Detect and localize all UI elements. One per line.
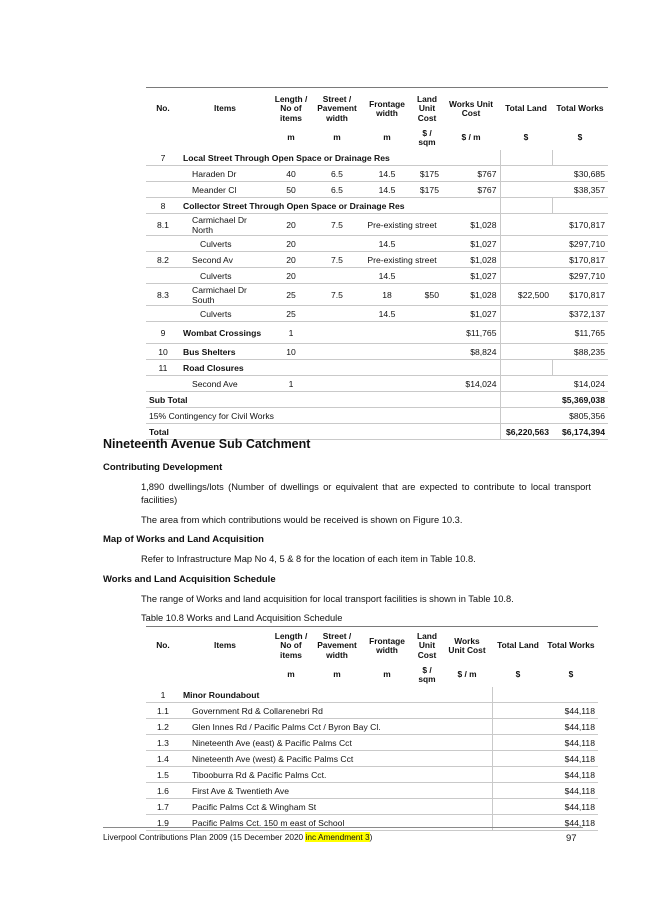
row-unit-cost [412, 236, 442, 252]
row-unit-cost [412, 344, 442, 360]
row-no [146, 182, 180, 198]
page-number: 97 [566, 833, 577, 844]
row-total-works: $44,118 [544, 719, 598, 735]
row-total-land [500, 214, 552, 236]
row-total-works: $44,118 [544, 735, 598, 751]
unit-frontage: m [383, 132, 391, 143]
col2-unit: Land Unit Cost [416, 630, 437, 660]
row-frontage [362, 376, 412, 392]
col2-total-land: Total Land [497, 640, 539, 651]
unit2-length: m [287, 669, 295, 680]
para-area: The area from which contributions would be received is shown on Figure 10.3. [141, 515, 463, 525]
footer-close: ) [369, 832, 373, 842]
table1-row [146, 166, 608, 182]
works-table-2 [146, 629, 598, 831]
row-item: First Ave & Twentieth Ave [180, 783, 492, 799]
row-frontage: 14.5 [362, 236, 412, 252]
row-total-works: $14,024 [552, 376, 608, 392]
footer-rule [103, 827, 583, 828]
row-group-title: Local Street Through Open Space or Drainage Res [180, 150, 500, 166]
row-item: Carmichael Dr South [180, 284, 270, 306]
col-unit: Land Unit Cost [416, 93, 437, 123]
row-unit-cost [412, 322, 442, 344]
row-frontage: 14.5 [362, 268, 412, 284]
unit-land: $ [523, 132, 529, 143]
heading-contributing: Contributing Development [103, 462, 223, 473]
total-label: Total [146, 424, 500, 440]
row-item: Glen Innes Rd / Pacific Palms Cct / Byron Bay Cl. [180, 719, 492, 735]
subtotal-value: $5,369,038 [552, 392, 608, 408]
row-item: Minor Roundabout [180, 687, 492, 703]
row-works-cost: $1,027 [442, 306, 500, 322]
row-works-cost: $1,027 [442, 268, 500, 284]
row-no: 1.3 [146, 735, 180, 751]
row-total-works: $170,817 [552, 284, 608, 306]
col-frontage: Frontage width [369, 98, 405, 118]
row-no: 9 [146, 322, 180, 344]
unit2-unit: $ / sqm [418, 664, 436, 684]
row-works-cost: $1,028 [442, 252, 500, 268]
row-street: 7.5 [312, 252, 362, 268]
row-frontage: Pre-existing street [362, 214, 442, 236]
col2-street: Street / Pavement width [317, 630, 357, 660]
row-item: Nineteenth Ave (east) & Pacific Palms Cct [180, 735, 492, 751]
row-no [146, 268, 180, 284]
row-no: 1.7 [146, 799, 180, 815]
row-total-land [500, 376, 552, 392]
row-length: 10 [270, 344, 312, 360]
row-works-cost: $11,765 [442, 322, 500, 344]
row-total-land [500, 268, 552, 284]
heading-schedule: Works and Land Acquisition Schedule [103, 574, 276, 585]
col-no: No. [156, 103, 170, 114]
unit-street: m [333, 132, 341, 143]
col2-no: No. [156, 640, 170, 651]
unit-length: m [287, 132, 295, 143]
row-total-land [500, 344, 552, 360]
row-item: Government Rd & Collarenebri Rd [180, 703, 492, 719]
row-works-cost: $1,028 [442, 284, 500, 306]
row-item: Pacific Palms Cct. 150 m east of School [180, 815, 492, 831]
table2-top-rule [146, 626, 598, 627]
table1-row [146, 252, 608, 268]
row-length: 50 [270, 182, 312, 198]
unit-unit: $ / sqm [418, 127, 436, 147]
table1-row [146, 306, 608, 322]
row-no [146, 236, 180, 252]
row-total-land [492, 783, 544, 799]
row-length: 20 [270, 252, 312, 268]
row-item: Culverts [180, 306, 270, 322]
row-no: 1.4 [146, 751, 180, 767]
row-no [146, 376, 180, 392]
footer-text [103, 832, 372, 842]
para-map: Refer to Infrastructure Map No 4, 5 & 8 for the location of each item in Table 10.8. [141, 554, 476, 564]
col-items: Items [214, 103, 236, 114]
row-total-works: $44,118 [544, 815, 598, 831]
table1-row [146, 360, 608, 376]
row-works-cost: $767 [442, 182, 500, 198]
unit2-total: $ [568, 669, 574, 680]
row-street: 6.5 [312, 182, 362, 198]
footer-amendment: inc Amendment 3 [305, 832, 370, 842]
row-item: Culverts [180, 236, 270, 252]
row-no: 1.6 [146, 783, 180, 799]
row-length: 25 [270, 306, 312, 322]
table1-row [146, 268, 608, 284]
footer-plan: Liverpool Contributions Plan 2009 (15 December 2020 [103, 832, 306, 842]
para-schedule: The range of Works and land acquisition for local transport facilities is shown in Table 10.8. [141, 594, 514, 604]
row-no: 1.2 [146, 719, 180, 735]
row-no: 8 [146, 198, 180, 214]
row-total-land [500, 252, 552, 268]
row-total-works: $297,710 [552, 268, 608, 284]
row-total-land [500, 322, 552, 344]
row-total-works: $30,685 [552, 166, 608, 182]
row-length: 20 [270, 236, 312, 252]
table1-row [146, 376, 608, 392]
col-length: Length / No of items [274, 93, 308, 123]
row-no: 11 [146, 360, 180, 376]
row-item: Carmichael Dr North [180, 214, 270, 236]
row-no: 8.3 [146, 284, 180, 306]
row-no: 1.1 [146, 703, 180, 719]
heading-map: Map of Works and Land Acquisition [103, 534, 264, 545]
row-total-works: $372,137 [552, 306, 608, 322]
row-total-land: $22,500 [500, 284, 552, 306]
unit-total: $ [577, 132, 583, 143]
row-total-land [492, 735, 544, 751]
row-no: 1 [146, 687, 180, 703]
row-street [312, 376, 362, 392]
row-item: Tibooburra Rd & Pacific Palms Cct. [180, 767, 492, 783]
row-frontage: 14.5 [362, 166, 412, 182]
col2-items: Items [214, 640, 236, 651]
row-total-works: $297,710 [552, 236, 608, 252]
row-no [146, 306, 180, 322]
table1-row [146, 214, 608, 236]
row-works-cost: $14,024 [442, 376, 500, 392]
row-unit-cost [412, 306, 442, 322]
row-total-land [500, 166, 552, 182]
row-item: Wombat Crossings [180, 322, 270, 344]
row-no: 7 [146, 150, 180, 166]
row-street: 7.5 [312, 284, 362, 306]
table2-row [146, 687, 598, 703]
row-frontage [362, 322, 412, 344]
row-total-land [492, 687, 544, 703]
col-works-unit: Works Unit Cost [448, 98, 494, 118]
row-length: 20 [270, 214, 312, 236]
row-works-cost: $1,027 [442, 236, 500, 252]
row-item: Second Ave [180, 376, 270, 392]
table2-row [146, 719, 598, 735]
row-frontage: 14.5 [362, 182, 412, 198]
row-unit-cost: $175 [412, 182, 442, 198]
row-item: Second Av [180, 252, 270, 268]
col2-works-unit: Works Unit Cost [448, 635, 486, 655]
row-total-land [492, 719, 544, 735]
row-total-works: $44,118 [544, 783, 598, 799]
subtotal-label: Sub Total [146, 392, 500, 408]
row-total-works [544, 687, 598, 703]
table1-row [146, 150, 608, 166]
row-total-land [500, 182, 552, 198]
row-length: 40 [270, 166, 312, 182]
row-item: Bus Shelters [180, 344, 270, 360]
row-street: 6.5 [312, 166, 362, 182]
unit2-land: $ [515, 669, 521, 680]
row-no: 10 [146, 344, 180, 360]
row-item: Pacific Palms Cct & Wingham St [180, 799, 492, 815]
row-frontage: 18 [362, 284, 412, 306]
row-total-land [492, 767, 544, 783]
total-land-value: $6,220,563 [500, 424, 552, 440]
table2-row [146, 783, 598, 799]
row-street [312, 236, 362, 252]
row-item: Culverts [180, 268, 270, 284]
row-works-cost: $767 [442, 166, 500, 182]
table1-row [146, 236, 608, 252]
table1-top-rule [146, 87, 608, 88]
row-total-works: $170,817 [552, 252, 608, 268]
row-street [312, 344, 362, 360]
row-total-land [492, 799, 544, 815]
table2-row [146, 815, 598, 831]
table1-row [146, 344, 608, 360]
col2-length: Length / No of items [274, 630, 308, 660]
row-street [312, 322, 362, 344]
row-frontage: Pre-existing street [362, 252, 442, 268]
row-street [312, 268, 362, 284]
contingency-value: $805,356 [552, 408, 608, 424]
table2-row [146, 767, 598, 783]
row-works-cost: $1,028 [442, 214, 500, 236]
row-no: 1.9 [146, 815, 180, 831]
row-no: 8.2 [146, 252, 180, 268]
table2-row [146, 703, 598, 719]
row-no: 1.5 [146, 767, 180, 783]
row-total-works: $44,118 [544, 799, 598, 815]
row-unit-cost [412, 268, 442, 284]
row-unit-cost [412, 376, 442, 392]
table1-row [146, 198, 608, 214]
section-title: Nineteenth Avenue Sub Catchment [103, 437, 311, 451]
row-frontage: 14.5 [362, 306, 412, 322]
table1-row [146, 182, 608, 198]
row-item: Haraden Dr [180, 166, 270, 182]
col-street: Street / Pavement width [317, 93, 357, 123]
row-total-works: $11,765 [552, 322, 608, 344]
table1-row [146, 284, 608, 306]
row-total-works: $44,118 [544, 703, 598, 719]
table1-row [146, 322, 608, 344]
row-total-works: $170,817 [552, 214, 608, 236]
row-total-land [500, 236, 552, 252]
row-frontage [362, 344, 412, 360]
table2-row [146, 751, 598, 767]
row-unit-cost: $50 [412, 284, 442, 306]
row-street: 7.5 [312, 214, 362, 236]
row-length: 1 [270, 322, 312, 344]
row-street [312, 306, 362, 322]
row-total-works: $44,118 [544, 767, 598, 783]
unit2-frontage: m [383, 669, 391, 680]
row-group-title: Collector Street Through Open Space or Drainage Res [180, 198, 500, 214]
row-total-works: $38,357 [552, 182, 608, 198]
row-total-land [500, 306, 552, 322]
row-no [146, 166, 180, 182]
contingency-label: 15% Contingency for Civil Works [146, 408, 500, 424]
row-total-works: $44,118 [544, 751, 598, 767]
works-table-1 [146, 92, 608, 440]
row-works-cost: $8,824 [442, 344, 500, 360]
unit2-street: m [333, 669, 341, 680]
row-no: 8.1 [146, 214, 180, 236]
total-works-value: $6,174,394 [552, 424, 608, 440]
row-total-land [492, 703, 544, 719]
row-item: Nineteenth Ave (west) & Pacific Palms Cct [180, 751, 492, 767]
row-total-works: $88,235 [552, 344, 608, 360]
unit-works: $ / m [461, 132, 481, 143]
row-unit-cost: $175 [412, 166, 442, 182]
row-length: 1 [270, 376, 312, 392]
unit2-works: $ / m [457, 669, 477, 680]
row-length: 20 [270, 268, 312, 284]
table2-row [146, 735, 598, 751]
row-total-land [492, 751, 544, 767]
col-total-land: Total Land [505, 103, 547, 114]
row-length: 25 [270, 284, 312, 306]
table-caption: Table 10.8 Works and Land Acquisition Schedule [141, 613, 343, 623]
table2-row [146, 799, 598, 815]
col2-total-works: Total Works [547, 640, 595, 651]
col2-frontage: Frontage width [369, 635, 405, 655]
col-total-works: Total Works [556, 103, 604, 114]
row-item: Meander Cl [180, 182, 270, 198]
para-contributing: 1,890 dwellings/lots (Number of dwellings or equivalent that are expected to contribute to local transport facilities) [141, 482, 591, 505]
row-group-title: Road Closures [180, 360, 500, 376]
row-total-land [492, 815, 544, 831]
